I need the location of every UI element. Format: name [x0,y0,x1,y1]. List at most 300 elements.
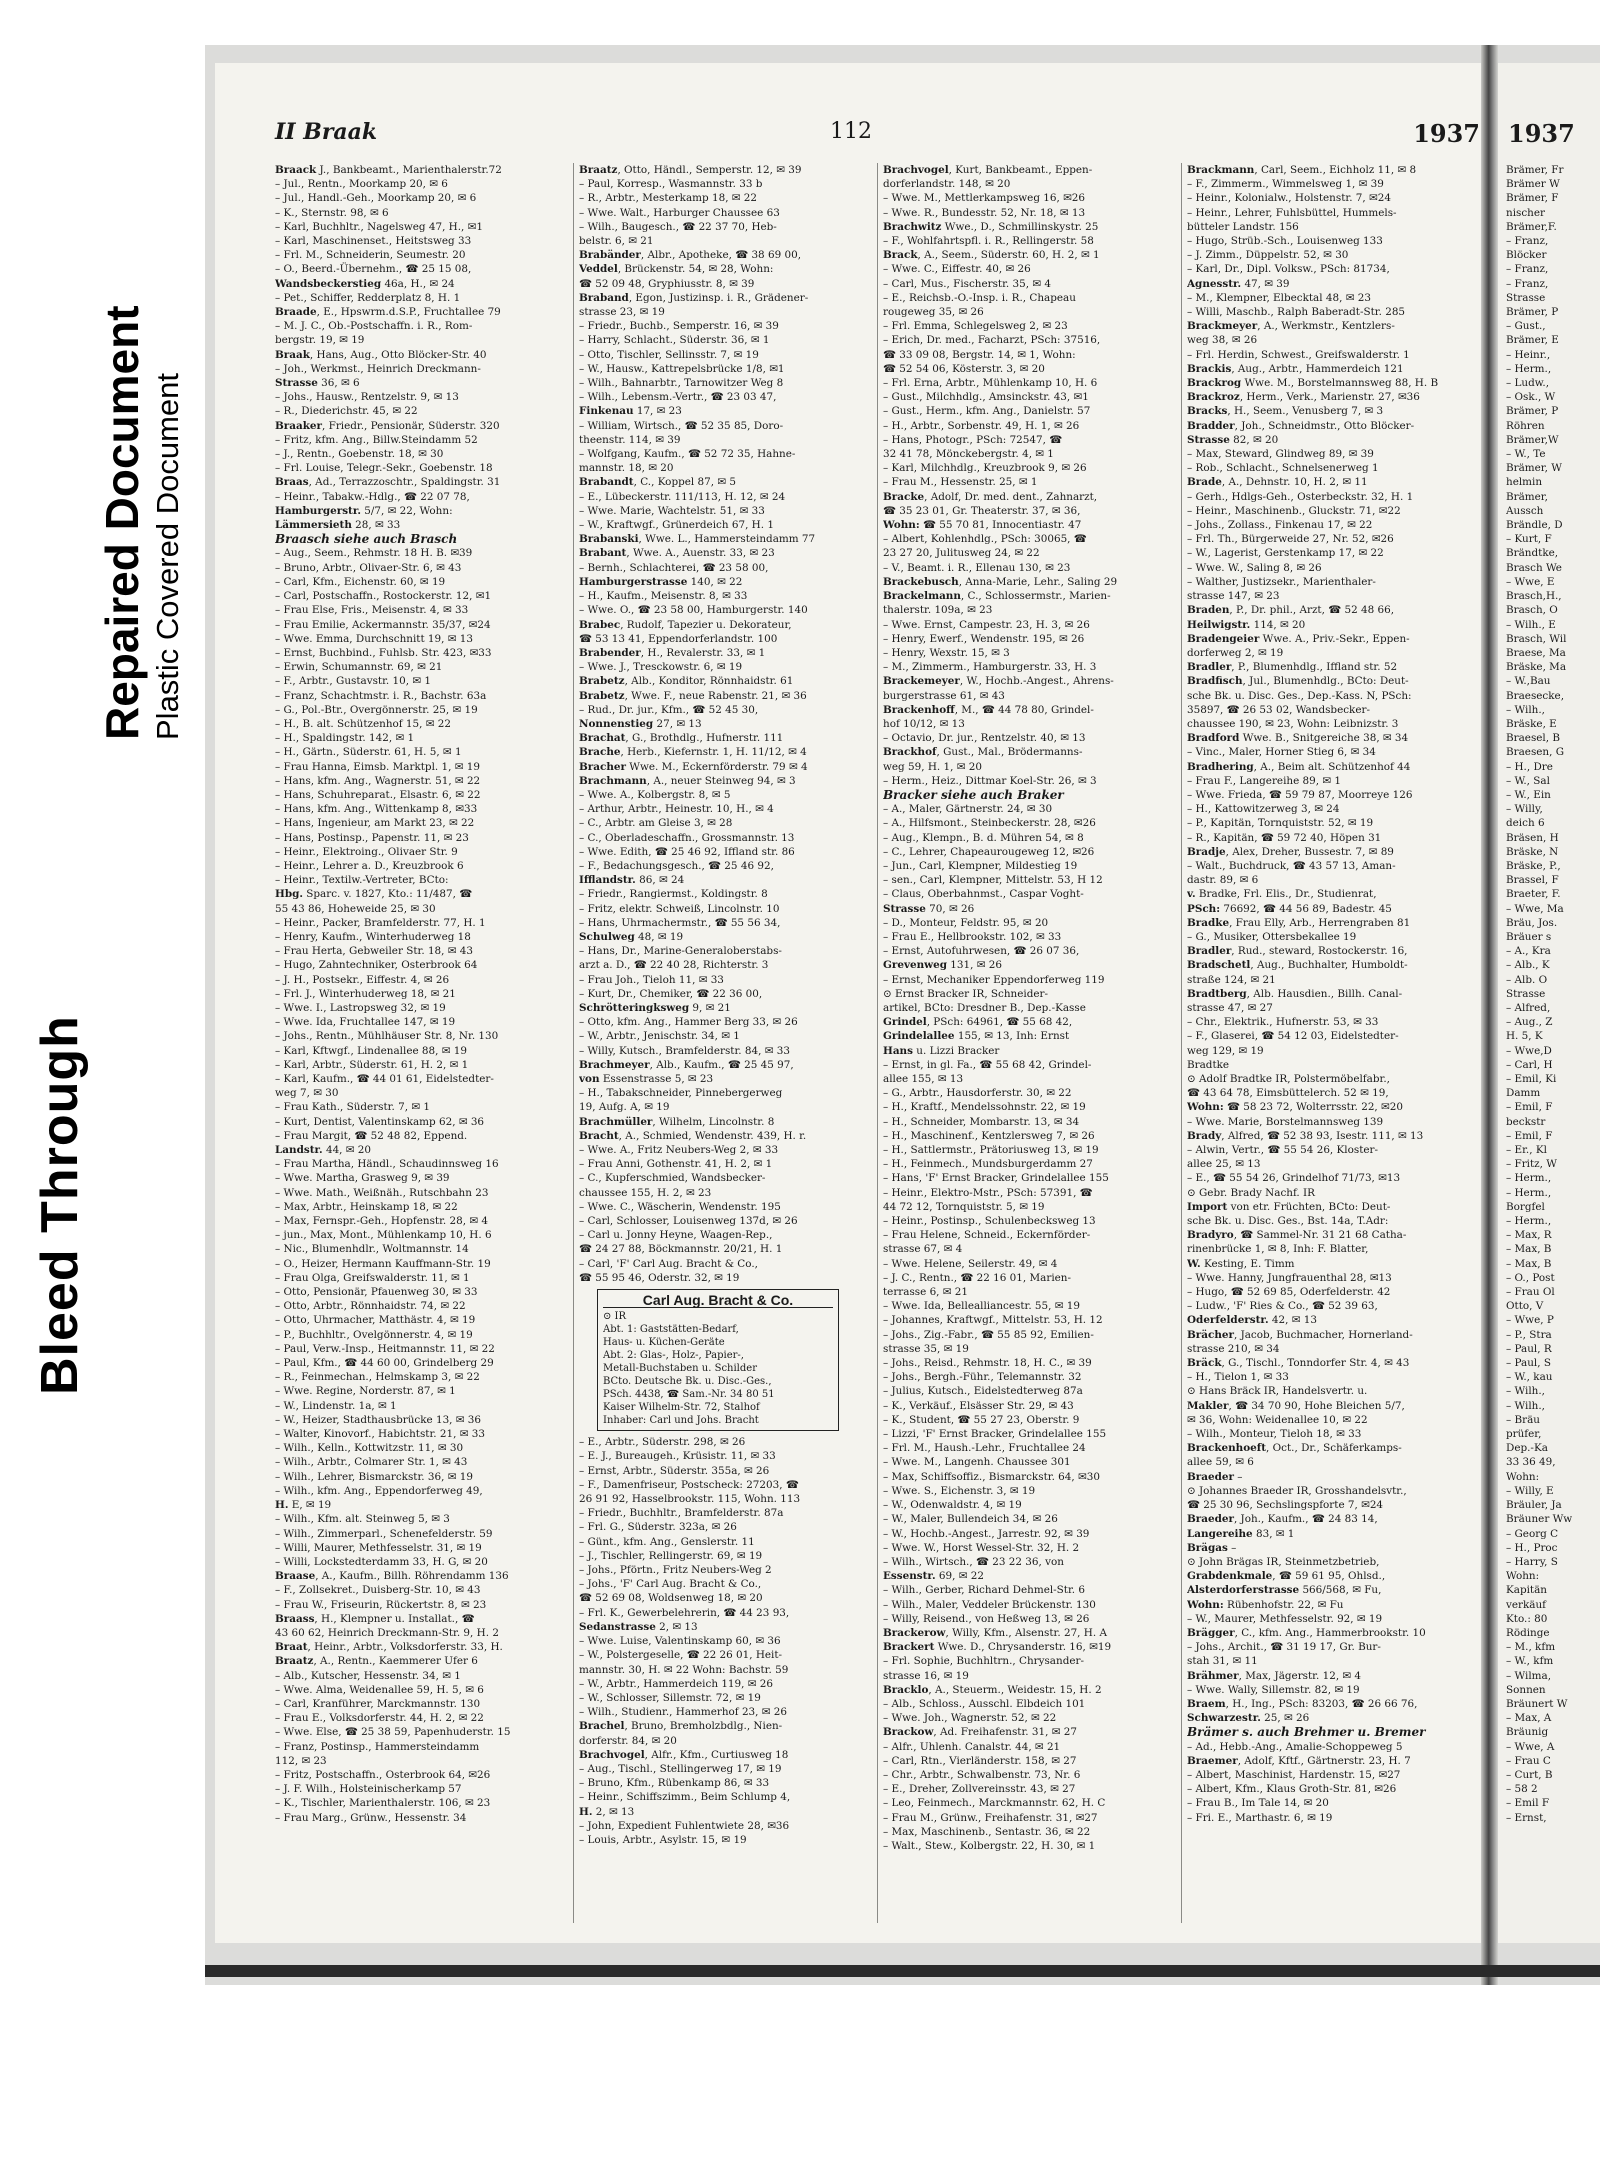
directory-entry: Bradengeier Wwe. A., Priv.-Sekr., Eppen- [1187,632,1410,645]
directory-entry: – Henry, Ewerf., Wendenstr. 195, ✉ 26 [883,632,1085,645]
adjacent-entry: – Ludw., [1506,377,1550,390]
directory-entry: – Heinr., Textilw.-Vertreter, BCto: [275,874,449,887]
adjacent-entry: beckstr [1506,1115,1546,1128]
adjacent-entry: Brasch We [1506,561,1562,574]
directory-entry: – Willi, Maschb., Ralph Baberadt-Str. 285 [1187,306,1406,319]
adjacent-entry: Brämer, Fr [1506,164,1564,176]
directory-entry: – Alb., Kutscher, Hessenstr. 34, ✉ 1 [275,1669,461,1682]
directory-entry: – Willy, Reisend., von Heßweg 13, ✉ 26 [883,1612,1090,1625]
directory-entry: Grindelallee 155, ✉ 13, Inh: Ernst [883,1030,1070,1043]
directory-entry: 44 72 12, Tornquiststr. 5, ✉ 19 [883,1200,1045,1213]
directory-entry: Heilwigstr. 114, ✉ 20 [1187,618,1306,631]
directory-entry: – Frau Anni, Gothenstr. 41, H. 2, ✉ 1 [579,1158,773,1171]
directory-entry: Bradhering, A., Beim alt. Schützenhof 44 [1187,760,1411,773]
directory-entry: Braas, Ad., Terrazzoschtr., Spaldingstr. 31 [275,476,501,489]
adjacent-entry: – Franz, [1506,277,1549,290]
directory-entry: sche Bk. u. Disc. Ges., Bst. 14a, T.Adr: [1187,1215,1389,1228]
directory-entry: – Paul, Kfm., ☎ 44 60 00, Grindelberg 29 [275,1357,494,1370]
directory-entry: – Wwe. C., Eiffestr. 40, ✉ 26 [883,263,1031,276]
directory-entry: 32 41 78, Mönckebergstr. 4, ✉ 1 [883,448,1054,461]
directory-entry: – Wwe. W., Saling 8, ✉ 26 [1187,561,1322,574]
adjacent-entry: – W., Te [1506,448,1546,461]
adjacent-entry: – Wwe, P [1506,1314,1554,1327]
directory-entry: – Hans, Postinsp., Papenstr. 11, ✉ 23 [275,831,469,844]
adjacent-entry: Damm [1506,1087,1541,1100]
directory-entry: – Henry, Kaufm., Winterhuderweg 18 [275,930,471,943]
directory-entry: Schrötteringksweg 9, ✉ 21 [579,1001,731,1014]
directory-entry: – Max, Maschinenb., Sentastr. 36, ✉ 22 [883,1825,1091,1838]
directory-entry: – Hans, 'F' Ernst Bracker, Grindelallee 155 [883,1172,1109,1185]
adjacent-entry: Wohn: [1506,1570,1540,1583]
directory-entry: – J., Rentn., Goebenstr. 18, ✉ 30 [275,448,444,461]
directory-entry: bergstr. 19, ✉ 19 [275,334,365,347]
directory-entry: – Wwe. Emma, Durchschnitt 19, ✉ 13 [275,632,473,645]
directory-entry: strasse 67, ✉ 4 [883,1243,963,1256]
adjacent-entry: Brämer, F [1506,192,1559,205]
directory-entry: – Frau E., Volksdorferstr. 44, H. 2, ✉ 22 [275,1712,484,1725]
adjacent-entry: prüfer, [1506,1428,1542,1441]
directory-entry: – Albert, Kohlenhdlg., PSch: 30065, ☎ [883,533,1087,546]
directory-entry: Agnesstr. 47, ✉ 39 [1187,277,1290,290]
directory-entry: – Willi, Maurer, Methfesselstr. 31, ✉ 19 [275,1541,482,1554]
directory-entry: – Frau M., Hessenstr. 25, ✉ 1 [883,476,1038,489]
directory-entry: Grindel, PSch: 64961, ☎ 55 68 42, [883,1016,1073,1029]
directory-entry: – Carl, Rtn., Vierländerstr. 158, ✉ 27 [883,1754,1077,1767]
side-labels [0,0,205,2177]
directory-entry: – Bruno, Kfm., Rübenkamp 86, ✉ 33 [579,1777,770,1790]
directory-entry: Schwarzestr. 25, ✉ 26 [1187,1712,1310,1725]
directory-entry: – Herm., Heiz., Dittmar Koel-Str. 26, ✉ 3 [883,774,1097,787]
column-2 [579,163,871,1923]
directory-entry: – H., Spaldingstr. 142, ✉ 1 [275,732,415,745]
directory-entry: – Wwe. M., Langenh. Chaussee 301 [883,1456,1071,1469]
directory-entry: – Chr., Elektrik., Hufnerstr. 53, ✉ 33 [1187,1016,1379,1029]
directory-entry: – W., Maurer, Methfesselstr. 92, ✉ 19 [1187,1612,1383,1625]
directory-entry: – Franz, Postinsp., Hammersteindamm [275,1740,480,1753]
directory-entry: – Heinr., Tabakw.-Hdlg., ☎ 22 07 78, [275,490,470,503]
directory-entry: – F., Damenfriseur, Postscheck: 27203, ☎ [579,1478,799,1491]
directory-entry: strasse 47, ✉ 27 [1187,1001,1273,1014]
directory-entry: Strasse 70, ✉ 26 [883,902,975,915]
directory-entry: weg 38, ✉ 26 [1187,334,1258,347]
adjacent-entry: 33 36 49, [1506,1456,1556,1469]
directory-entry: – Ernst, Autofuhrwesen, ☎ 26 07 36, [883,945,1080,958]
directory-entry: – Chr., Arbtr., Schwalbenstr. 73, Nr. 6 [883,1768,1081,1781]
directory-entry: – Wwe. C., Wäscherin, Wendenstr. 195 [579,1200,781,1213]
column-1 [275,163,567,1923]
ad-line: Inhaber: Carl und Johs. Bracht [603,1415,759,1427]
adjacent-entry: – Franz, [1506,235,1549,248]
directory-entry: – Wwe. W., Horst Wessel-Str. 32, H. 2 [883,1541,1080,1554]
adjacent-entry: – Georg C [1506,1527,1559,1540]
directory-entry: – V., Beamt. i. R., Ellenau 130, ✉ 23 [883,561,1071,574]
adjacent-entry: – Wilh., E [1506,618,1556,631]
directory-entry: Finkenau 17, ✉ 23 [579,405,682,418]
directory-entry: chaussee 190, ✉ 23, Wohn: Leibnizstr. 3 [1187,717,1399,730]
directory-entry: – O., Heizer, Hermann Kauffmann-Str. 19 [275,1257,491,1270]
adjacent-entry: – Carl, H [1506,1058,1553,1071]
directory-entry: ☎ 24 27 88, Böckmannstr. 20/21, H. 1 [579,1243,783,1256]
directory-entry: – Wilh., Kfm. alt. Steinweg 5, ✉ 3 [275,1513,450,1526]
adjacent-entry: – O., Post [1506,1271,1555,1284]
column-divider [877,163,878,1923]
adjacent-entry: – Herm., [1506,1215,1552,1228]
directory-entry: Strasse 82, ✉ 20 [1187,433,1279,446]
adjacent-entry: Röhren [1506,419,1545,432]
directory-entry: chaussee 155, H. 2, ✉ 23 [579,1186,712,1199]
directory-entry: mannstr. 18, ✉ 20 [579,462,674,475]
directory-entry: Makler, ☎ 34 70 90, Hohe Bleichen 5/7, [1187,1399,1405,1412]
directory-entry: – Heinr., Kolonialw., Holstenstr. 7, ✉24 [1187,192,1391,205]
directory-entry: Braat, Heinr., Arbtr., Volksdorferstr. 33, H. [275,1641,503,1654]
directory-entry: Bradyro, ☎ Sammel-Nr. 31 21 68 Catha- [1187,1229,1407,1242]
directory-entry: – C., Oberladeschaffn., Grossmannstr. 13 [579,831,795,844]
directory-entry: – Karl, Milchhdlg., Kreuzbrook 9, ✉ 26 [883,462,1087,475]
directory-entry: weg 7, ✉ 30 [275,1087,339,1100]
columns [275,163,1480,1923]
directory-entry: – Frau Martha, Händl., Schaudinnsweg 16 [275,1158,499,1171]
directory-entry: – Carl, Kfm., Eichenstr. 60, ✉ 19 [275,575,446,588]
directory-entry: – Wilh., Zimmerparl., Schenefelderstr. 59 [275,1527,493,1540]
directory-entry: – Rob., Schlacht., Schnelsenerweg 1 [1187,462,1379,475]
directory-entry: – W., Maler, Bullendeich 34, ✉ 26 [883,1513,1058,1526]
directory-entry: – Max, Fernspr.-Geh., Hopfenstr. 28, ✉ 4 [275,1215,488,1228]
directory-entry: – Wwe. I., Lastropsweg 32, ✉ 19 [275,1001,446,1014]
directory-entry: Ifflandstr. 86, ✉ 24 [579,874,685,887]
directory-entry: – Frau Marg., Grünw., Hessenstr. 34 [275,1811,467,1824]
directory-entry: – Alb., Schloss., Ausschl. Elbdeich 101 [883,1697,1086,1710]
adjacent-entry: Bräuer s [1506,930,1552,943]
adjacent-entry: – Willy, E [1506,1484,1554,1497]
adjacent-entry: Bräu, Jos. [1506,916,1558,929]
directory-entry: – Bruno, Arbtr., Olivaer-Str. 6, ✉ 43 [275,561,462,574]
directory-entry: – Heinr., Packer, Bramfelderstr. 77, H. 1 [275,916,486,929]
label-bleed-through: Bleed Through [31,1015,89,1395]
directory-entry: – Frl. Th., Bürgerweide 27, Nr. 52, ✉26 [1187,533,1394,546]
label-plastic-covered: Plastic Covered Document [150,373,185,740]
adjacent-page-column [1506,163,1600,1825]
directory-entry: – Wilh., Maler, Veddeler Brückenstr. 130 [883,1598,1096,1611]
directory-entry: – E., ☎ 55 54 26, Grindelhof 71/73, ✉13 [1187,1172,1401,1185]
directory-entry: – Friedr., Buchb., Semperstr. 16, ✉ 39 [579,320,779,333]
directory-entry: – Vinc., Maler, Horner Stieg 6, ✉ 34 [1187,746,1376,759]
adjacent-entry: – Curt, B [1506,1768,1553,1781]
directory-entry: – Frl. J., Winterhuderweg 18, ✉ 21 [275,987,456,1000]
directory-entry: – Wwe. Marie, Wachtelstr. 51, ✉ 33 [579,504,765,517]
adjacent-entry: – Max, R [1506,1229,1552,1242]
directory-entry: PSch: 76692, ☎ 44 56 89, Badestr. 45 [1187,902,1392,915]
adjacent-entry: Brämer, P [1506,405,1559,418]
adjacent-entry: – H., Dre [1506,760,1553,773]
adjacent-entry: – M., kfm [1506,1641,1556,1654]
directory-entry: Schulweg 48, ✉ 19 [579,930,684,943]
directory-entry: ⊙ John Brägas IR, Steinmetzbetrieb, [1187,1555,1380,1568]
directory-entry: 19, Aufg. A, ✉ 19 [579,1101,670,1114]
directory-entry: – Walter, Kinovorf., Habichtstr. 21, ✉ 33 [275,1428,485,1441]
directory-entry: – F., Wohlfahrtspfl. i. R., Rellingerstr. 58 [883,235,1094,248]
directory-entry: ⊙ Johannes Braeder IR, Grosshandelsvtr., [1187,1484,1407,1497]
directory-entry: Bräck, G., Tischl., Tonndorfer Str. 4, ✉ 43 [1187,1357,1410,1370]
directory-entry: – Frl. M., Haush.-Lehr., Fruchtallee 24 [883,1442,1086,1455]
book-spine [1481,45,1498,1985]
directory-entry: – Frau F., Langereihe 89, ✉ 1 [1187,774,1341,787]
directory-entry: Braaker, Friedr., Pensionär, Süderstr. 320 [275,419,500,432]
label-repaired-document: Repaired Document [96,305,148,740]
directory-entry: – Wwe. Joh., Wagnerstr. 52, ✉ 22 [883,1712,1057,1725]
directory-entry: – Wilh., Bahnarbtr., Tarnowitzer Weg 8 [579,377,784,390]
adjacent-entry: verkäuf [1506,1598,1547,1611]
directory-entry: – Carl, Postschaffn., Rostockerstr. 12, ✉1 [275,590,492,603]
column-divider [1181,163,1182,1923]
directory-entry: – Karl, Buchhltr., Nagelsweg 47, H., ✉1 [275,220,483,233]
directory-entry: – Bernh., Schlachterei, ☎ 23 58 00, [579,561,769,574]
directory-entry: – Paul, Verw.-Insp., Heitmannstr. 11, ✉ 22 [275,1342,495,1355]
directory-entry: – Otto, Arbtr., Rönnhaidstr. 74, ✉ 22 [275,1300,466,1313]
directory-entry: – H., Feinmech., Mundsburgerdamm 27 [883,1158,1093,1171]
adjacent-entry: – Emil, F [1506,1129,1553,1142]
directory-entry: – H., Arbtr., Sorbenstr. 49, H. 1, ✉ 26 [883,419,1080,432]
directory-entry: – W., Arbtr., Jenischstr. 34, ✉ 1 [579,1030,740,1043]
directory-entry: Bracke, Adolf, Dr. med. dent., Zahnarzt, [883,490,1098,503]
adjacent-entry: deich 6 [1506,817,1545,830]
directory-entry: – Karl, Dr., Dipl. Volksw., PSch: 81734, [1187,263,1390,276]
directory-entry: Langereihe 83, ✉ 1 [1187,1527,1295,1540]
directory-entry: arzt a. D., ☎ 22 40 28, Richterstr. 3 [579,959,769,972]
directory-entry: Bradke, Frau Elly, Arb., Herrengraben 81 [1187,916,1411,929]
directory-entry: Bracht, A., Schmied, Wendenstr. 439, H. r. [579,1129,807,1142]
directory-entry: – Fri. E., Marthastr. 6, ✉ 19 [1187,1811,1333,1824]
adjacent-entry: – W., kfm [1506,1655,1554,1668]
directory-entry: – Hans, Dr., Marine-Generaloberstabs- [579,945,782,958]
directory-entry: Brache, Herb., Kiefernstr. 1, H. 11/12, ✉ 4 [579,746,807,759]
directory-entry: Braatz, Otto, Händl., Semperstr. 12, ✉ 39 [579,164,802,176]
adjacent-entry: – Emil, F [1506,1101,1553,1114]
directory-entry: – Wwe. O., ☎ 23 58 00, Hamburgerstr. 140 [579,604,808,617]
directory-entry: ⊙ Gebr. Brady Nachf. IR [1187,1186,1315,1199]
directory-entry: – Leo, Feinmech., Marckmannstr. 62, H. C [883,1797,1106,1810]
directory-entry: 112, ✉ 23 [275,1754,327,1767]
directory-entry: – H., Sattlermstr., Prätoriusweg 13, ✉ 19 [883,1144,1099,1157]
adjacent-entry: – Wilh., [1506,703,1545,716]
adjacent-entry: Borgfel [1506,1200,1545,1213]
adjacent-entry: Otto, V [1506,1300,1544,1313]
directory-entry: belstr. 6, ✉ 21 [579,235,654,248]
directory-entry: – K., Sternstr. 98, ✉ 6 [275,206,389,219]
directory-entry: – Carl, Mus., Fischerstr. 35, ✉ 4 [883,277,1051,290]
directory-entry: Brackemeyer, W., Hochb.-Angest., Ahrens- [883,675,1114,688]
directory-entry: – Franz, Schachtmstr. i. R., Bachstr. 63a [275,689,487,702]
column-3 [883,163,1175,1923]
adjacent-entry: – Herm., [1506,1186,1552,1199]
directory-entry: weg 59, H. 1, ✉ 20 [883,760,982,773]
adjacent-entry: Bräuler, Ja [1506,1499,1562,1512]
directory-entry: Brackerow, Willy, Kfm., Alsenstr. 27, H. A [883,1626,1107,1639]
directory-entry: – Wwe. M., Mettlerkampsweg 16, ✉26 [883,192,1086,205]
directory-entry: – Wwe. Luise, Valentinskamp 60, ✉ 36 [579,1635,781,1648]
scanned-page [205,45,1600,1985]
directory-entry: Braemer, Adolf, Kftf., Gärtnerstr. 23, H. 7 [1187,1754,1411,1767]
directory-entry: – A., Hilfsmont., Steinbeckerstr. 28, ✉26 [883,817,1096,830]
directory-entry: – Max, Arbtr., Heinskamp 18, ✉ 22 [275,1200,458,1213]
directory-entry: – Gust., Milchhdlg., Amsinckstr. 43, ✉1 [883,391,1089,404]
directory-entry: Essenstr. 69, ✉ 22 [883,1570,984,1583]
directory-entry: – M. J. C., Ob.-Postschaffn. i. R., Rom- [275,320,473,333]
directory-entry: – Max, Schiffsoffiz., Bismarckstr. 64, ✉30 [883,1470,1100,1483]
directory-entry: – K., Verkäuf., Elsässer Str. 29, ✉ 43 [883,1399,1074,1412]
directory-entry: – H., Maschinenf., Kentzlersweg 7, ✉ 26 [883,1129,1095,1142]
directory-entry: – H., Kattowitzerweg 3, ✉ 24 [1187,803,1340,816]
adjacent-entry: – H., Proc [1506,1541,1558,1554]
directory-entry: allee 25, ✉ 13 [1187,1158,1261,1171]
directory-entry: – M., Zimmerm., Hamburgerstr. 33, H. 3 [883,661,1097,674]
column-divider [573,163,574,1923]
directory-entry: – Aug., Tischl., Stellingerweg 17, ✉ 19 [579,1762,782,1775]
directory-entry: – W., Heizer, Stadthausbrücke 13, ✉ 36 [275,1413,482,1426]
directory-entry: – Wilh., Wirtsch., ☎ 23 22 36, von [883,1555,1064,1568]
directory-entry: Bradder, Joh., Schneidmstr., Otto Blöcker- [1187,419,1415,432]
directory-entry: – Wwe. Regine, Norderstr. 87, ✉ 1 [275,1385,456,1398]
directory-entry: Braeder – [1187,1470,1243,1483]
adjacent-entry: Brasch, Wil [1506,632,1567,645]
adjacent-entry: nischer [1506,206,1545,219]
adjacent-entry: – Fritz, W [1506,1158,1557,1171]
directory-entry: – Frl. G., Süderstr. 323a, ✉ 26 [579,1521,737,1534]
directory-entry: – Frau Herta, Gebweiler Str. 18, ✉ 43 [275,945,474,958]
directory-entry: – Carl, Schlosser, Louisenweg 137d, ✉ 26 [579,1215,798,1228]
directory-entry: Import von etr. Früchten, BCto: Deut- [1187,1200,1391,1213]
directory-entry: Brächer, Jacob, Buchmacher, Hornerland- [1187,1328,1413,1341]
directory-entry: Braasch siehe auch Brasch [275,532,458,547]
adjacent-entry: Brändtke, [1506,547,1559,560]
directory-entry: Brackrog Wwe. M., Borstelmannsweg 88, H. B [1187,377,1439,390]
adjacent-entry: H. 5, K [1506,1030,1543,1043]
directory-entry: – Wwe. Helene, Seilerstr. 49, ✉ 4 [883,1257,1058,1270]
directory-entry: – J. Zimm., Düppelstr. 52, ✉ 30 [1187,249,1349,262]
directory-entry: Brachat, G., Brothdlg., Hufnerstr. 111 [579,732,784,745]
adjacent-entry: – Kurt, F [1506,533,1552,546]
adjacent-entry: – Herm., [1506,1172,1552,1185]
directory-entry: – D., Monteur, Feldstr. 95, ✉ 20 [883,916,1049,929]
directory-entry: strasse 16, ✉ 19 [883,1669,969,1682]
adjacent-entry: Braesel, B [1506,732,1560,745]
directory-entry: – G., Musiker, Ottersbekallee 19 [1187,930,1357,943]
adjacent-entry: – Er., Kl [1506,1144,1547,1157]
directory-entry: – Wwe. Frieda, ☎ 59 79 87, Moorreye 126 [1187,788,1413,801]
directory-entry: ⊙ Hans Bräck IR, Handelsvertr. u. [1187,1385,1368,1398]
directory-entry: – Heinr., Lehrer, Fuhlsbüttel, Hummels- [1187,206,1397,219]
directory-entry: – Wilh., Kelln., Kottwitzstr. 11, ✉ 30 [275,1442,464,1455]
directory-entry: – Frl. Herdin, Schwest., Greifswalderstr. 1 [1187,348,1410,361]
directory-entry: Brachmeyer, Alb., Kaufm., ☎ 25 45 97, [579,1058,794,1071]
directory-entry: ⊙ Adolf Bradtke IR, Polstermöbelfabr., [1187,1073,1390,1085]
adjacent-entry: Wohn: [1506,1470,1540,1483]
adjacent-entry: – W., Sal [1506,774,1550,787]
adjacent-entry: – Heinr., [1506,348,1551,361]
directory-entry: W. Kesting, E. Timm [1187,1257,1295,1270]
directory-entry: Bradler, P., Blumenhdlg., Iffland str. 52 [1187,661,1398,674]
directory-entry: Brady, Alfred, ☎ 52 38 93, Isestr. 111, ✉ 13 [1187,1129,1424,1142]
directory-entry: ☎ 52 09 48, Gryphiusstr. 8, ✉ 39 [579,277,755,290]
directory-entry: Braass, H., Klempner u. Installat., ☎ [275,1612,475,1625]
directory-entry: theenstr. 114, ✉ 39 [579,433,681,446]
directory-entry: – Hugo, ☎ 52 69 85, Oderfelderstr. 42 [1187,1286,1391,1299]
directory-entry: – Johs., Pförtn., Fritz Neubers-Weg 2 [579,1564,772,1577]
adjacent-entry: Dep.-Ka [1506,1442,1548,1455]
directory-entry: – Nic., Blumenhdlr., Woltmannstr. 14 [275,1243,469,1256]
directory-entry: – Karl, Maschinenset., Heitstsweg 33 [275,235,472,248]
directory-entry: – Otto, kfm. Ang., Hammer Berg 33, ✉ 26 [579,1016,798,1029]
directory-entry: Brackmeyer, A., Werkmstr., Kentzlers- [1187,320,1395,333]
directory-entry: – Wwe. A., Fritz Neubers-Weg 2, ✉ 33 [579,1144,779,1157]
directory-entry: – Friedr., Rangiermst., Koldingstr. 8 [579,888,768,901]
directory-entry: – Julius, Kutsch., Eidelstedterweg 87a [883,1385,1083,1398]
directory-entry: Bracks, H., Seem., Venusberg 7, ✉ 3 [1187,405,1384,418]
adjacent-entry: Strasse [1506,987,1546,1000]
directory-entry: – W., Hochb.-Angest., Jarrestr. 92, ✉ 39 [883,1527,1090,1540]
directory-entry: – Frau B., Im Tale 14, ✉ 20 [1187,1797,1329,1810]
directory-entry: – Ernst, Arbtr., Süderstr. 355a, ✉ 26 [579,1464,770,1477]
directory-entry: Brackis, Aug., Arbtr., Hammerdeich 121 [1187,362,1404,375]
directory-entry: Brackert Wwe. D., Chrysanderstr. 16, ✉19 [883,1641,1112,1654]
directory-entry: allee 155, ✉ 13 [883,1073,964,1085]
directory-entry: – Frl. K., Gewerbelehrerin, ☎ 44 23 93, [579,1606,790,1619]
directory-entry: rougeweg 35, ✉ 26 [883,306,984,319]
directory-entry: – Heinr., Elektro-Mstr., PSch: 57391, ☎ [883,1186,1093,1199]
directory-entry: – Frau Joh., Tieloh 11, ✉ 33 [579,973,724,986]
directory-entry: – Wilh., Studienr., Hammerhof 23, ✉ 26 [579,1706,788,1719]
directory-entry: – Karl, Kaufm., ☎ 44 01 61, Eidelstedter- [275,1073,494,1085]
directory-entry: – Jul., Rentn., Moorkamp 20, ✉ 6 [275,178,448,191]
directory-entry: – Joh., Werkmst., Heinrich Dreckmann- [275,362,481,375]
adjacent-entry: – Herm., [1506,362,1552,375]
directory-entry: Grevenweg 131, ✉ 26 [883,959,1002,972]
directory-entry: – W., Lindenstr. 1a, ✉ 1 [275,1399,397,1412]
directory-entry: Brachmüller, Wilhelm, Lincolnstr. 8 [579,1115,775,1128]
directory-entry: – Wwe. Wally, Sillemstr. 82, ✉ 19 [1187,1683,1360,1696]
directory-entry: Braeder, Joh., Kaufm., ☎ 24 83 14, [1187,1513,1378,1526]
directory-entry: – Hans, kfm. Ang., Wagnerstr. 51, ✉ 22 [275,774,481,787]
ad-line: PSch. 4438, ☎ Sam.-Nr. 34 80 51 [603,1389,775,1401]
directory-entry: – Hugo, Zahntechniker, Osterbrook 64 [275,959,478,972]
directory-entry: – F., Glaserei, ☎ 54 12 03, Eidelstedter- [1187,1030,1399,1043]
directory-entry: H. E, ✉ 19 [275,1499,332,1512]
directory-entry: ☎ 43 64 78, Eimsbüttelerch. 52 ✉ 19, [1187,1087,1389,1100]
directory-entry: – W., Lagerist, Gerstenkamp 17, ✉ 22 [1187,547,1384,560]
directory-entry: artikel, BCto: Dresdner B., Dep.-Kasse [883,1001,1086,1014]
directory-entry: – O., Beerd.-Übernehm., ☎ 25 15 08, [275,263,472,276]
directory-entry: – Wwe. Marie, Borstelmannsweg 139 [1187,1115,1384,1128]
directory-entry: – H., Kaufm., Meisenstr. 8, ✉ 33 [579,590,748,603]
directory-entry: – P., Buchhltr., Ovelgönnerstr. 4, ✉ 19 [275,1328,473,1341]
directory-entry: – Walther, Justizsekr., Marienthaler- [1187,575,1376,588]
directory-entry: – Fritz, elektr. Schweiß, Lincolnstr. 10 [579,902,780,915]
directory-entry: 55 43 86, Hoheweide 25, ✉ 30 [275,902,436,915]
adjacent-entry: – Wilh., [1506,1399,1545,1412]
directory-entry: – Frau M., Grünw., Freihafenstr. 31, ✉27 [883,1811,1098,1824]
directory-entry: Hamburgerstrasse 140, ✉ 22 [579,575,743,588]
directory-entry: Bracker siehe auch Braker [883,787,1064,802]
directory-entry: Bradschetl, Aug., Buchhalter, Humboldt- [1187,959,1408,972]
directory-entry: – Carl, 'F' Carl Aug. Bracht & Co., [579,1257,758,1270]
directory-entry: Braatz, A., Rentn., Kaemmerer Ufer 6 [275,1655,478,1668]
directory-entry: Lämmersieth 28, ✉ 33 [275,519,401,532]
adjacent-entry: – Paul, R [1506,1342,1552,1355]
adjacent-entry: – Gust., [1506,320,1546,333]
directory-entry: Oderfelderstr. 42, ✉ 13 [1187,1314,1317,1327]
directory-entry: Wohn: Rübenhofstr. 22, ✉ Fu [1187,1598,1344,1611]
directory-entry: – John, Expedient Fuhlentwiete 28, ✉36 [579,1819,790,1832]
adjacent-entry: – Frau C [1506,1754,1551,1767]
